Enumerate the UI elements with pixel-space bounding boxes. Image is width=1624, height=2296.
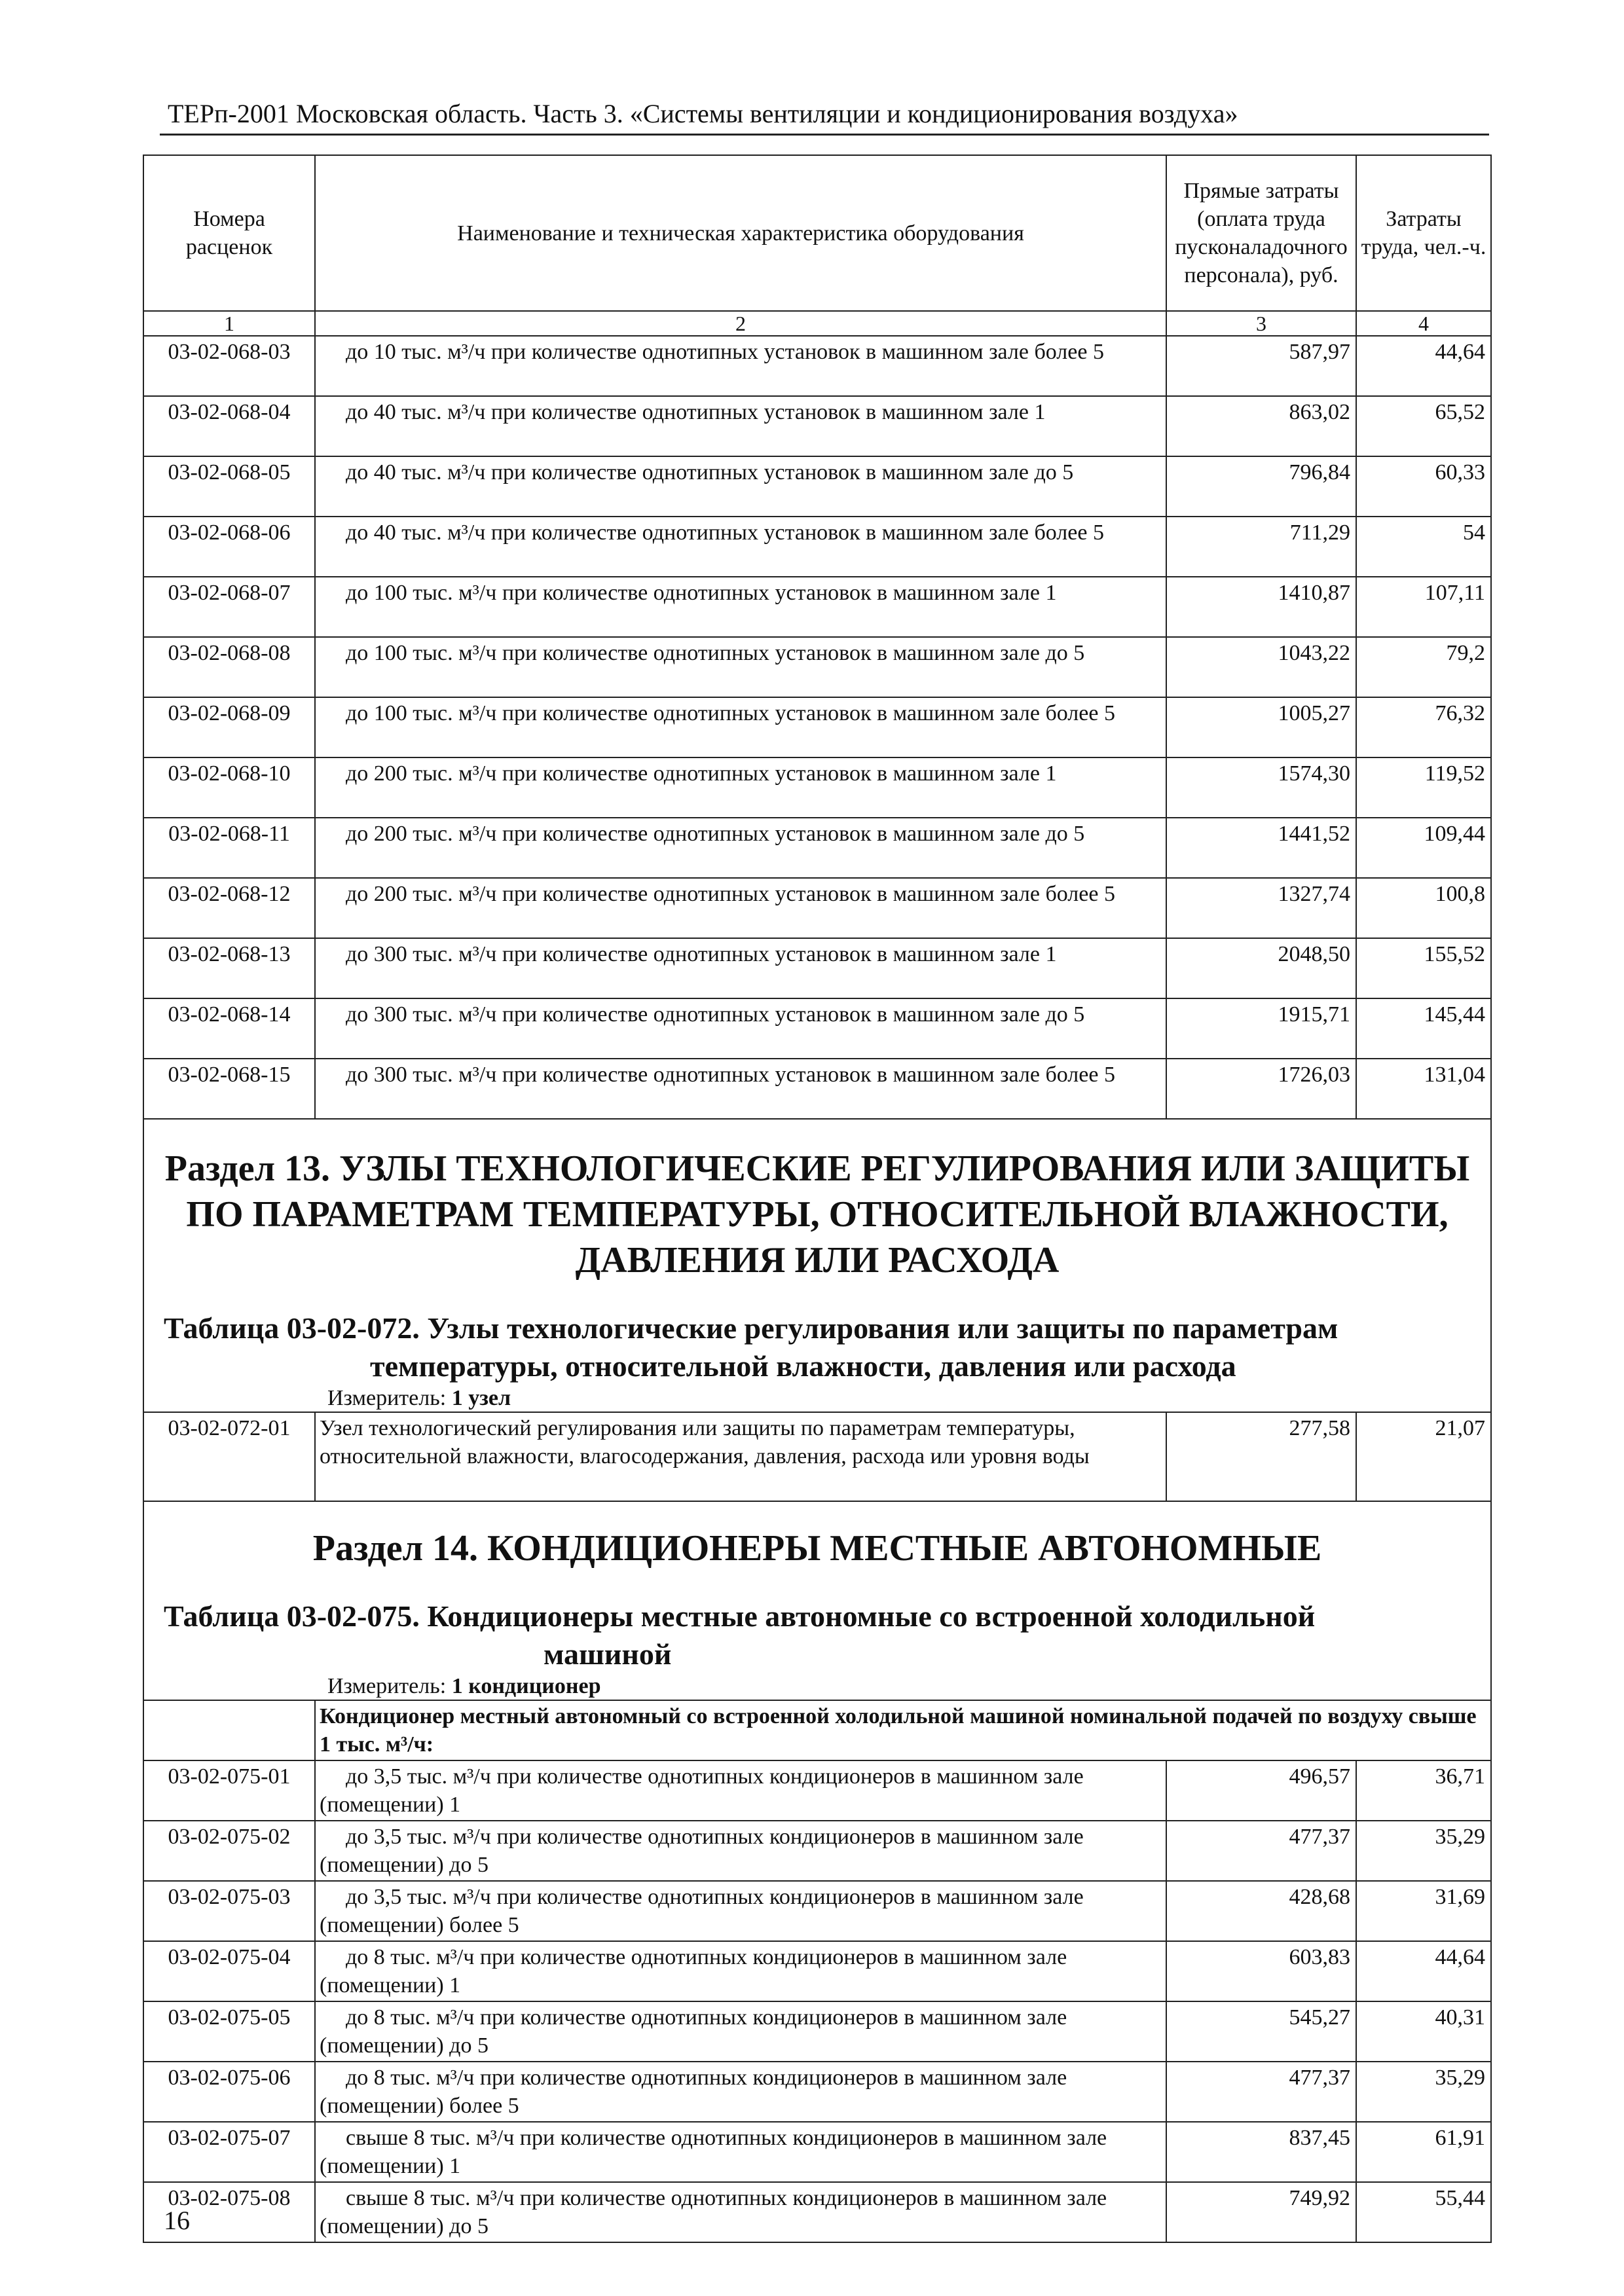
row-code: 03-02-075-05 bbox=[143, 2001, 315, 2062]
table-075-title bbox=[144, 1597, 1490, 1673]
row-code: 03-02-068-14 bbox=[143, 998, 315, 1059]
row-name bbox=[315, 1760, 1166, 1821]
col-number: 2 bbox=[315, 311, 1166, 336]
table-row bbox=[143, 938, 1491, 998]
document-title: ТЕРп-2001 Московская область. Часть 3. «Системы вентиляции и кондиционирования воздуха» bbox=[168, 99, 1238, 128]
row-name bbox=[315, 396, 1166, 456]
row-code: 03-02-068-12 bbox=[143, 878, 315, 938]
row-code: 03-02-068-11 bbox=[143, 818, 315, 878]
row-code: 03-02-068-06 bbox=[143, 517, 315, 577]
row-labor: 109,44 bbox=[1356, 818, 1491, 878]
table-row bbox=[143, 1821, 1491, 1881]
col-number: 3 bbox=[1166, 311, 1356, 336]
row-name bbox=[315, 577, 1166, 637]
table-075-title-line2: машиной bbox=[544, 1637, 672, 1671]
measure-label: Измеритель: bbox=[327, 1674, 447, 1698]
row-code: 03-02-068-03 bbox=[143, 336, 315, 396]
row-name bbox=[315, 517, 1166, 577]
row-name-text: до 10 тыс. м³/ч при количестве однотипных установок в машинном зале более 5 bbox=[346, 340, 1104, 364]
row-name-text: до 300 тыс. м³/ч при количестве однотипных установок в машинном зале 1 bbox=[346, 942, 1057, 966]
row-labor: 31,69 bbox=[1356, 1881, 1491, 1941]
row-labor: 65,52 bbox=[1356, 396, 1491, 456]
row-code: 03-02-068-08 bbox=[143, 637, 315, 697]
row-cost: 863,02 bbox=[1166, 396, 1356, 456]
table-row bbox=[143, 1760, 1491, 1821]
row-cost: 428,68 bbox=[1166, 1881, 1356, 1941]
row-cost: 1915,71 bbox=[1166, 998, 1356, 1059]
row-code: 03-02-068-09 bbox=[143, 697, 315, 757]
row-name-text: до 200 тыс. м³/ч при количестве однотипных установок в машинном зале до 5 bbox=[346, 822, 1085, 846]
row-cost: 587,97 bbox=[1166, 336, 1356, 396]
row-code: 03-02-068-13 bbox=[143, 938, 315, 998]
price-table-frame bbox=[143, 155, 1490, 2238]
row-name bbox=[315, 1881, 1166, 1941]
row-name bbox=[315, 938, 1166, 998]
row-name bbox=[315, 2122, 1166, 2182]
measure-value: 1 кондиционер bbox=[451, 1674, 601, 1698]
row-code: 03-02-068-10 bbox=[143, 757, 315, 818]
table-row bbox=[143, 2062, 1491, 2122]
row-labor: 35,29 bbox=[1356, 1821, 1491, 1881]
row-cost: 496,57 bbox=[1166, 1760, 1356, 1821]
row-labor: 119,52 bbox=[1356, 757, 1491, 818]
row-name bbox=[315, 998, 1166, 1059]
row-code: 03-02-075-02 bbox=[143, 1821, 315, 1881]
section13-title: Раздел 13. УЗЛЫ ТЕХНОЛОГИЧЕСКИЕ РЕГУЛИРОВАНИЯ ИЛИ ЗАЩИТЫ ПО ПАРАМЕТРАМ ТЕМПЕРАТУРЫ, ОТНОСИТЕЛЬНОЙ ВЛАЖНОСТИ, ДАВЛЕНИЯ ИЛИ РАСХОДА bbox=[164, 1148, 1470, 1281]
row-name bbox=[315, 697, 1166, 757]
row-labor: 131,04 bbox=[1356, 1059, 1491, 1119]
section14-block bbox=[143, 1501, 1491, 1700]
row-name-text: до 40 тыс. м³/ч при количестве однотипных установок в машинном зале более 5 bbox=[346, 520, 1104, 545]
row-code: 03-02-075-07 bbox=[143, 2122, 315, 2182]
header-name: Наименование и техническая характеристика оборудования bbox=[315, 155, 1166, 311]
row-labor: 155,52 bbox=[1356, 938, 1491, 998]
row-name bbox=[315, 1821, 1166, 1881]
header-labor: Затраты труда, чел.-ч. bbox=[1356, 155, 1491, 311]
table-row bbox=[143, 1412, 1491, 1501]
header-cost: Прямые затраты (оплата труда пусконаладочного персонала), руб. bbox=[1166, 155, 1356, 311]
rows-068 bbox=[143, 336, 1491, 1119]
row-name-text: до 8 тыс. м³/ч при количестве однотипных кондиционеров в машинном зале (помещении) до 5 bbox=[320, 2005, 1067, 2058]
row-name-text: до 40 тыс. м³/ч при количестве однотипных установок в машинном зале до 5 bbox=[346, 460, 1074, 484]
col-number: 1 bbox=[143, 311, 315, 336]
row-name-text: до 300 тыс. м³/ч при количестве однотипных установок в машинном зале до 5 bbox=[346, 1002, 1085, 1027]
table-row bbox=[143, 2122, 1491, 2182]
row-cost: 1574,30 bbox=[1166, 757, 1356, 818]
table-075-measure bbox=[144, 1673, 1490, 1700]
group-row bbox=[143, 1700, 1491, 1760]
row-name bbox=[315, 1941, 1166, 2001]
section13-block bbox=[143, 1119, 1491, 1412]
row-name bbox=[315, 336, 1166, 396]
page-number: 16 bbox=[164, 2206, 190, 2235]
section14-title: Раздел 14. КОНДИЦИОНЕРЫ МЕСТНЫЕ АВТОНОМНЫЕ bbox=[312, 1528, 1322, 1569]
row-cost: 277,58 bbox=[1166, 1412, 1356, 1501]
table-row bbox=[143, 1059, 1491, 1119]
row-code: 03-02-068-04 bbox=[143, 396, 315, 456]
row-code: 03-02-075-03 bbox=[143, 1881, 315, 1941]
col-number: 4 bbox=[1356, 311, 1491, 336]
row-cost: 603,83 bbox=[1166, 1941, 1356, 2001]
row-name-text: до 3,5 тыс. м³/ч при количестве однотипных кондиционеров в машинном зале (помещении) более 5 bbox=[320, 1885, 1084, 1937]
row-cost: 1726,03 bbox=[1166, 1059, 1356, 1119]
row-name bbox=[315, 456, 1166, 517]
row-name bbox=[315, 637, 1166, 697]
row-name-text: до 100 тыс. м³/ч при количестве однотипных установок в машинном зале до 5 bbox=[346, 641, 1085, 665]
table-row bbox=[143, 998, 1491, 1059]
row-cost: 477,37 bbox=[1166, 2062, 1356, 2122]
row-name-text: свыше 8 тыс. м³/ч при количестве однотипных кондиционеров в машинном зале (помещении) до 5 bbox=[320, 2186, 1107, 2238]
row-name bbox=[315, 1059, 1166, 1119]
row-name bbox=[315, 2182, 1166, 2242]
table-row bbox=[143, 517, 1491, 577]
table-row bbox=[143, 456, 1491, 517]
row-labor: 54 bbox=[1356, 517, 1491, 577]
row-name-text: до 100 тыс. м³/ч при количестве однотипных установок в машинном зале 1 bbox=[346, 581, 1057, 605]
row-labor: 35,29 bbox=[1356, 2062, 1491, 2122]
row-code: 03-02-072-01 bbox=[143, 1412, 315, 1501]
group-title: Кондиционер местный автономный со встроенной холодильной машиной номинальной подачей по воздуху свыше 1 тыс. м³/ч: bbox=[315, 1700, 1491, 1760]
page-header bbox=[160, 97, 1489, 136]
row-name-text: до 40 тыс. м³/ч при количестве однотипных установок в машинном зале 1 bbox=[346, 400, 1046, 424]
row-cost: 477,37 bbox=[1166, 1821, 1356, 1881]
rows-075 bbox=[143, 1760, 1491, 2242]
row-cost: 711,29 bbox=[1166, 517, 1356, 577]
row-labor: 79,2 bbox=[1356, 637, 1491, 697]
row-labor: 145,44 bbox=[1356, 998, 1491, 1059]
row-name-text: до 8 тыс. м³/ч при количестве однотипных кондиционеров в машинном зале (помещении) 1 bbox=[320, 1945, 1067, 1997]
row-name-text: до 3,5 тыс. м³/ч при количестве однотипных кондиционеров в машинном зале (помещении) 1 bbox=[320, 1764, 1084, 1817]
table-row bbox=[143, 336, 1491, 396]
row-name-text: свыше 8 тыс. м³/ч при количестве однотипных кондиционеров в машинном зале (помещении) 1 bbox=[320, 2126, 1107, 2178]
row-labor: 21,07 bbox=[1356, 1412, 1491, 1501]
measure-value: 1 узел bbox=[451, 1386, 511, 1410]
row-code: 03-02-068-05 bbox=[143, 456, 315, 517]
table-072-title-line2: температуры, относительной влажности, давления или расхода bbox=[370, 1349, 1236, 1383]
row-name: Узел технологический регулирования или защиты по параметрам температуры, относительной влажности, влагосодержания, давления, расхода или уровня воды bbox=[315, 1412, 1166, 1501]
row-cost: 1005,27 bbox=[1166, 697, 1356, 757]
table-row bbox=[143, 1881, 1491, 1941]
table-075-title-line1: Таблица 03-02-075. Кондиционеры местные автономные со встроенной холодильной bbox=[164, 1599, 1316, 1633]
table-row bbox=[143, 697, 1491, 757]
measure-label: Измеритель: bbox=[327, 1386, 447, 1410]
row-labor: 36,71 bbox=[1356, 1760, 1491, 1821]
table-072-title-line1: Таблица 03-02-072. Узлы технологические регулирования или защиты по параметрам bbox=[164, 1311, 1338, 1345]
row-cost: 837,45 bbox=[1166, 2122, 1356, 2182]
row-labor: 100,8 bbox=[1356, 878, 1491, 938]
row-name-text: до 3,5 тыс. м³/ч при количестве однотипных кондиционеров в машинном зале (помещении) до 5 bbox=[320, 1825, 1084, 1877]
row-name bbox=[315, 878, 1166, 938]
row-cost: 545,27 bbox=[1166, 2001, 1356, 2062]
row-code: 03-02-075-06 bbox=[143, 2062, 315, 2122]
row-labor: 44,64 bbox=[1356, 336, 1491, 396]
row-labor: 55,44 bbox=[1356, 2182, 1491, 2242]
row-code: 03-02-075-04 bbox=[143, 1941, 315, 2001]
row-name bbox=[315, 818, 1166, 878]
row-labor: 40,31 bbox=[1356, 2001, 1491, 2062]
table-072-title bbox=[144, 1309, 1490, 1385]
table-row bbox=[143, 577, 1491, 637]
row-cost: 796,84 bbox=[1166, 456, 1356, 517]
table-row bbox=[143, 1941, 1491, 2001]
table-row bbox=[143, 2182, 1491, 2242]
table-row bbox=[143, 757, 1491, 818]
row-labor: 76,32 bbox=[1356, 697, 1491, 757]
row-cost: 1327,74 bbox=[1166, 878, 1356, 938]
row-code: 03-02-075-08 bbox=[143, 2182, 315, 2242]
row-name bbox=[315, 2001, 1166, 2062]
table-row bbox=[143, 818, 1491, 878]
row-labor: 44,64 bbox=[1356, 1941, 1491, 2001]
row-cost: 1441,52 bbox=[1166, 818, 1356, 878]
price-table bbox=[143, 155, 1492, 2243]
column-number-row bbox=[143, 311, 1491, 336]
row-name bbox=[315, 757, 1166, 818]
table-072-measure bbox=[144, 1385, 1490, 1412]
row-code: 03-02-068-15 bbox=[143, 1059, 315, 1119]
row-name-text: до 8 тыс. м³/ч при количестве однотипных кондиционеров в машинном зале (помещении) более 5 bbox=[320, 2066, 1067, 2118]
row-cost: 1043,22 bbox=[1166, 637, 1356, 697]
table-row bbox=[143, 2001, 1491, 2062]
row-cost: 1410,87 bbox=[1166, 577, 1356, 637]
row-name-text: до 200 тыс. м³/ч при количестве однотипных установок в машинном зале более 5 bbox=[346, 882, 1115, 906]
row-code: 03-02-068-07 bbox=[143, 577, 315, 637]
table-row bbox=[143, 637, 1491, 697]
row-code: 03-02-075-01 bbox=[143, 1760, 315, 1821]
header-code: Номера расценок bbox=[143, 155, 315, 311]
row-labor: 107,11 bbox=[1356, 577, 1491, 637]
row-name-text: до 100 тыс. м³/ч при количестве однотипных установок в машинном зале более 5 bbox=[346, 701, 1115, 725]
table-row bbox=[143, 396, 1491, 456]
row-cost: 2048,50 bbox=[1166, 938, 1356, 998]
row-cost: 749,92 bbox=[1166, 2182, 1356, 2242]
table-row bbox=[143, 878, 1491, 938]
row-name-text: до 300 тыс. м³/ч при количестве однотипных установок в машинном зале более 5 bbox=[346, 1063, 1115, 1087]
row-name bbox=[315, 2062, 1166, 2122]
row-labor: 61,91 bbox=[1356, 2122, 1491, 2182]
table-header-row bbox=[143, 155, 1491, 311]
row-labor: 60,33 bbox=[1356, 456, 1491, 517]
row-name-text: до 200 тыс. м³/ч при количестве однотипных установок в машинном зале 1 bbox=[346, 761, 1057, 786]
